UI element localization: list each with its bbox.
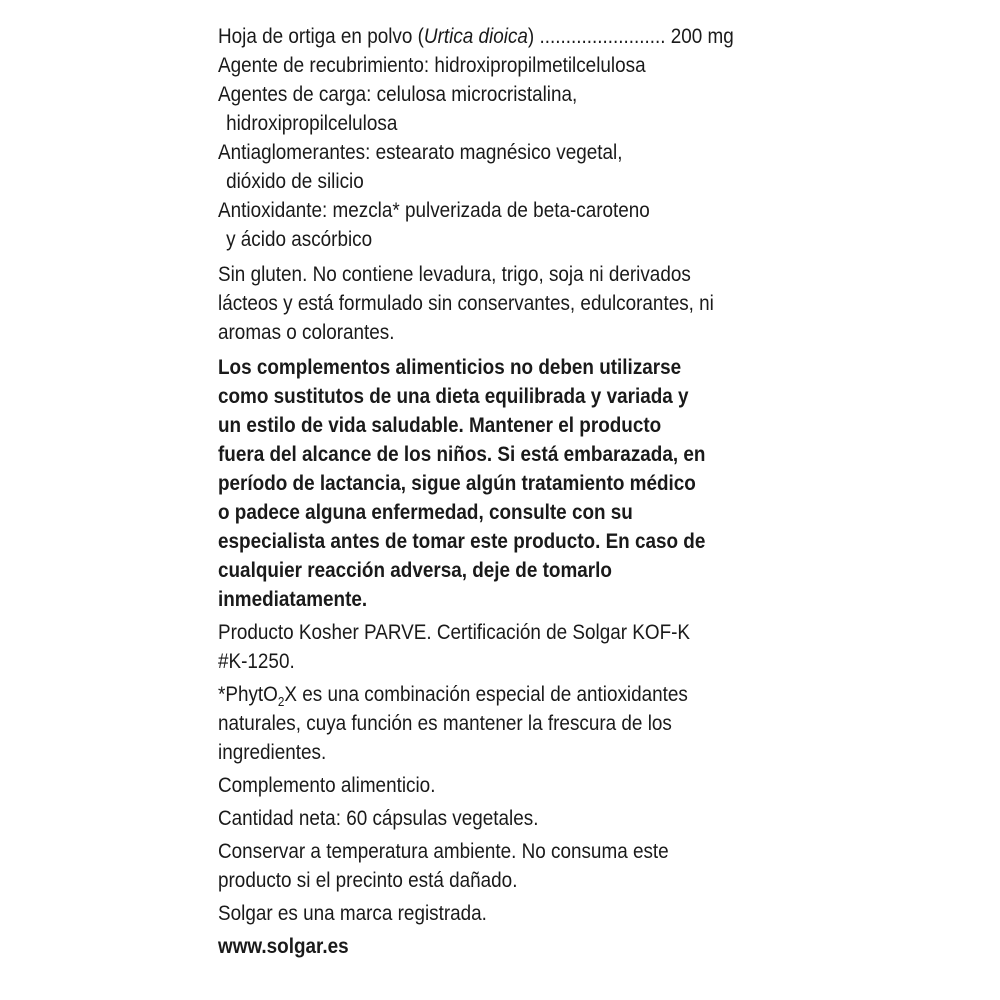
ingredient-main-suffix: ) xyxy=(527,25,535,48)
ingredient-bulking-1: Agentes de carga: celulosa microcristalina, xyxy=(218,83,578,106)
trademark-text: Solgar es una marca registrada. xyxy=(218,902,487,925)
ingredient-main xyxy=(218,22,798,51)
ingredient-anticaking-2: dióxido de silicio xyxy=(226,170,364,193)
ingredient-leader-dots: ........................ xyxy=(534,25,671,48)
category-text: Complemento alimenticio. xyxy=(218,774,436,797)
kosher-certification xyxy=(218,618,798,676)
ingredient-anticaking-1: Antiaglomerantes: estearato magnésico vegetal, xyxy=(218,141,623,164)
ingredient-coating: Agente de recubrimiento: hidroxipropilmetilcelulosa xyxy=(218,54,646,77)
warning-line: cualquier reacción adversa, deje de tomarlo xyxy=(218,559,612,582)
warning-line: Los complementos alimenticios no deben utilizarse xyxy=(218,356,682,379)
ingredient-latin-name: Urtica dioica xyxy=(423,25,528,48)
allergen-statement xyxy=(218,260,798,347)
trademark-notice xyxy=(218,899,798,928)
storage-instructions xyxy=(218,837,798,895)
warning-line: especialista antes de tomar este producto. En caso de xyxy=(218,530,706,553)
ingredient-antioxidant-2: y ácido ascórbico xyxy=(226,228,373,251)
website-link[interactable]: www.solgar.es xyxy=(218,935,349,958)
net-quantity-text: Cantidad neta: 60 cápsulas vegetales. xyxy=(218,807,539,830)
warning-line: período de lactancia, sigue algún tratamiento médico xyxy=(218,472,696,495)
storage-line: Conservar a temperatura ambiente. No consuma este xyxy=(218,840,669,863)
phyto-suffix: X es una combinación especial de antioxidantes xyxy=(284,683,688,706)
kosher-line: #K-1250. xyxy=(218,650,295,673)
product-category xyxy=(218,771,798,800)
allergen-line: Sin gluten. No contiene levadura, trigo, soja ni derivados xyxy=(218,263,691,286)
kosher-line: Producto Kosher PARVE. Certificación de Solgar KOF-K xyxy=(218,621,691,644)
allergen-line: aromas o colorantes. xyxy=(218,321,395,344)
storage-line: producto si el precinto está dañado. xyxy=(218,869,518,892)
phyto-line-1 xyxy=(218,680,798,709)
phyto-line-2: naturales, cuya función es mantener la frescura de los xyxy=(218,712,672,735)
allergen-line: lácteos y está formulado sin conservantes, edulcorantes, ni xyxy=(218,292,714,315)
phyto-footnote xyxy=(218,680,798,767)
net-quantity xyxy=(218,804,798,833)
phyto-line-3: ingredientes. xyxy=(218,741,327,764)
product-label-text xyxy=(218,22,798,961)
ingredient-bulking-2: hidroxipropilcelulosa xyxy=(226,112,398,135)
phyto-prefix: *PhytO xyxy=(218,683,278,706)
ingredients-block xyxy=(218,22,798,254)
website-block xyxy=(218,932,798,961)
ingredient-amount: 200 mg xyxy=(670,25,734,48)
warning-line: inmediatamente. xyxy=(218,588,368,611)
warning-line: como sustitutos de una dieta equilibrada y variada y xyxy=(218,385,689,408)
warning-line: un estilo de vida saludable. Mantener el producto xyxy=(218,414,662,437)
ingredient-main-name: Hoja de ortiga en polvo ( xyxy=(218,25,424,48)
warning-line: fuera del alcance de los niños. Si está embarazada, en xyxy=(218,443,706,466)
ingredient-antioxidant-1: Antioxidante: mezcla* pulverizada de beta-caroteno xyxy=(218,199,650,222)
warning-line: o padece alguna enfermedad, consulte con su xyxy=(218,501,633,524)
phyto-subscript: 2 xyxy=(277,694,285,710)
warning-statement xyxy=(218,353,798,614)
